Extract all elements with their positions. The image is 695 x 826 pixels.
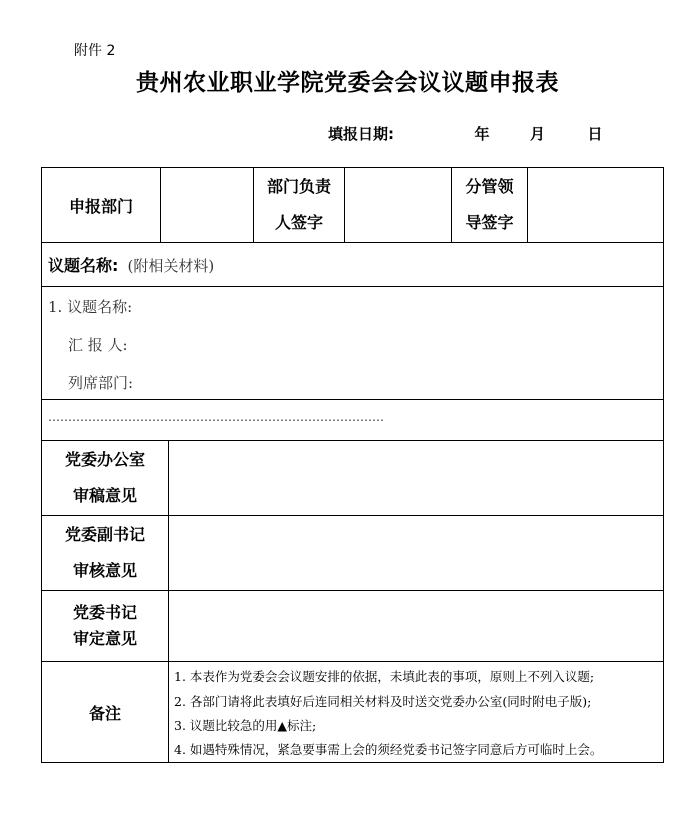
secretary-line1: 党委书记	[72, 603, 137, 622]
border-line	[41, 762, 664, 763]
topic-name-row	[48, 253, 214, 276]
leader-line2: 导签字	[465, 213, 514, 232]
dept-field[interactable]	[161, 168, 253, 242]
dept-head-signature-label	[254, 168, 344, 242]
remarks-label: 备注	[88, 703, 121, 723]
leader-signature-label	[452, 168, 527, 242]
deputy-line2: 审核意见	[72, 561, 137, 580]
leader-signature-field[interactable]	[528, 168, 663, 242]
deputy-review-label	[42, 516, 168, 590]
office-review-field[interactable]	[169, 441, 663, 515]
year-label: 年	[474, 125, 490, 143]
border-line	[41, 399, 664, 400]
item-reporter: 汇 报 人:	[68, 336, 128, 354]
deputy-review-field[interactable]	[169, 516, 663, 590]
office-line1: 党委办公室	[64, 450, 145, 469]
deputy-line1: 党委副书记	[64, 525, 145, 544]
border-line	[41, 286, 664, 287]
note-item: 2. 各部门请将此表填好后连同相关材料及时送交党委办公室(同时附电子版);	[174, 694, 592, 709]
day-label: 日	[587, 125, 603, 143]
dept-head-line1: 部门负责	[266, 177, 331, 196]
date-row	[328, 123, 602, 144]
attachment-label: 附件 2	[74, 43, 116, 59]
item-topic: 1. 议题名称:	[48, 298, 133, 316]
date-label: 填报日期:	[328, 125, 394, 143]
topic-name-hint: (附相关材料)	[127, 257, 215, 275]
secretary-review-label	[42, 591, 168, 661]
note-item: 4. 如遇特殊情况，紧急要事需上会的须经党委书记签字同意后方可临时上会。	[174, 742, 603, 757]
page-title: 贵州农业职业学院党委会会议议题申报表	[136, 70, 559, 96]
note-item: 1. 本表作为党委会会议题安排的依据，未填此表的事项，原则上不列入议题;	[174, 669, 595, 684]
leader-line1: 分管领	[465, 177, 514, 196]
secretary-review-field[interactable]	[169, 591, 663, 661]
border-line	[41, 242, 664, 243]
office-review-label	[42, 441, 168, 515]
secretary-line2: 审定意见	[72, 629, 137, 648]
note-item: 3. 议题比较急的用▲标注;	[174, 718, 317, 733]
month-label: 月	[529, 125, 545, 143]
dept-head-line2: 人签字	[274, 213, 323, 232]
dept-label: 申报部门	[68, 196, 133, 216]
office-line2: 审稿意见	[72, 486, 137, 505]
item-attending: 列席部门:	[68, 374, 134, 392]
dept-head-signature-field[interactable]	[345, 168, 451, 242]
topic-name-label: 议题名称:	[48, 256, 119, 275]
border-line	[663, 167, 664, 763]
continuation-dots: …………………………………………………………………………	[48, 410, 384, 424]
